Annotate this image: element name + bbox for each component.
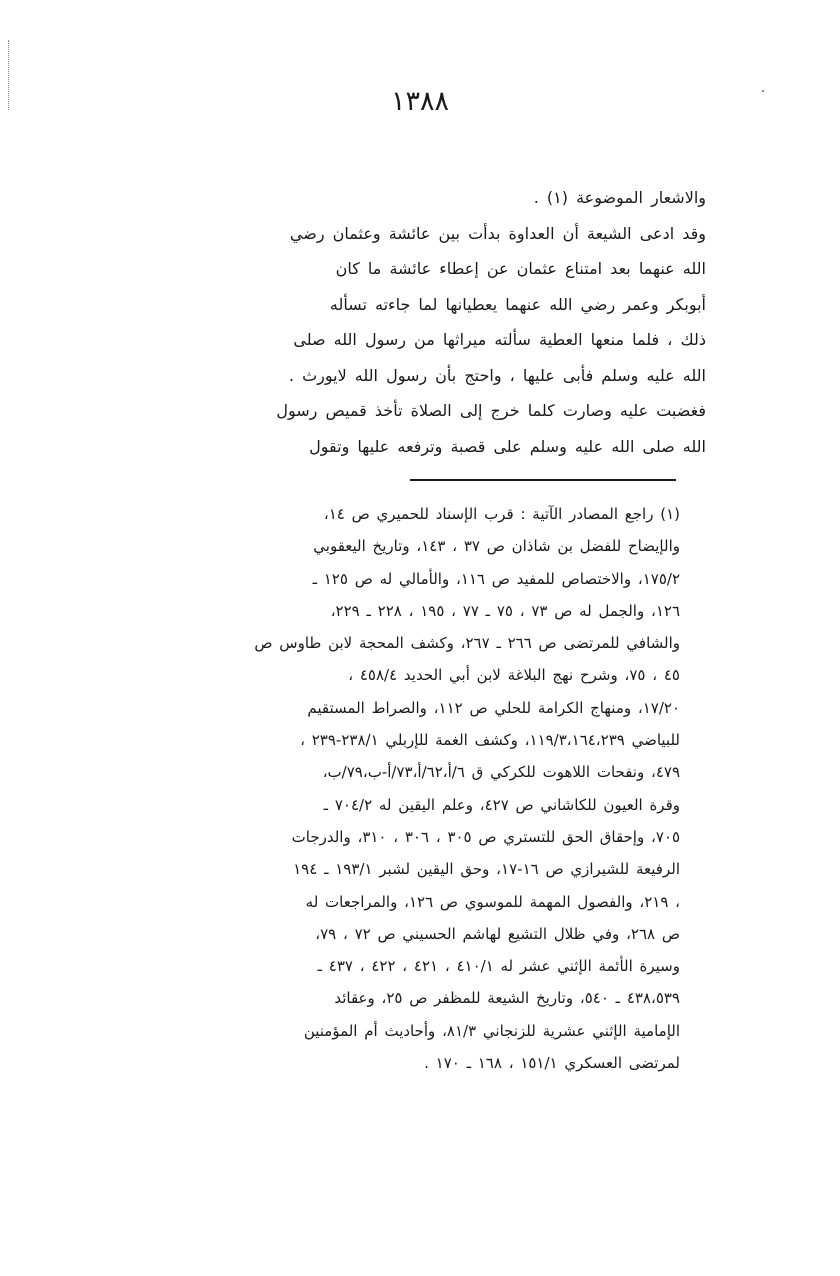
footnote-line: للبياضي ١١٩/٣،١٦٤،٢٣٩، وكشف الغمة للإربلي ٢٣٨/١-٢٣٩ ، (300, 731, 680, 750)
footnote-line: ٤٣٨،٥٣٩ ـ ٥٤٠، وتاريخ الشيعة للمظفر ص ٢٥، وعقائد (334, 989, 680, 1008)
footnote-line: ١٧٥/٢، والاختصاص للمفيد ص ١١٦، والأمالي له ص ١٢٥ ـ (312, 569, 680, 588)
footnote-line: لمرتضى العسكري ١٥١/١ ، ١٦٨ ـ ١٧٠ . (424, 1054, 680, 1073)
footnote-line: الرفيعة للشيرازي ص ١٦-١٧، وحق اليقين لشبر ١٩٣/١ ـ ١٩٤ (293, 860, 680, 879)
text-line: أبوبكر وعمر رضي الله عنهما يعطيانها لما جاءته تسأله (329, 294, 706, 314)
footnote-line: ، ٢١٩، والفصول المهمة للموسوي ص ١٢٦، والمراجعات له (305, 892, 680, 911)
footnote-line: ١٢٦، والجمل له ص ٧٣ ، ٧٥ ـ ٧٧ ، ١٩٥ ، ٢٢٨ ـ ٢٢٩، (330, 601, 680, 620)
text-line: ذلك ، فلما منعها العطية سألته ميراثها من رسول الله صلى (293, 330, 706, 349)
footnote-line: ٧٠٥، وإحقاق الحق للتستري ص ٣٠٥ ، ٣٠٦ ، ٣١٠، والدرجات (291, 827, 680, 846)
footnote-divider (410, 479, 676, 481)
footnote-line: وقرة العيون للكاشاني ص ٤٢٧، وعلم اليقين له ٧٠٤/٢ ـ (323, 795, 680, 814)
text-line: فغضبت عليه وصارت كلما خرج إلى الصلاة تأخذ قميص رسول (276, 401, 706, 420)
footnote-line: ٤٧٩، ونفحات اللاهوت للكركي ق ٦/أ،٦٢/أ،٧٣/أ-ب،٧٩/ب، (322, 763, 680, 782)
page-number: ١٣٨٨ (390, 86, 449, 117)
text-line: وقد ادعى الشيعة أن العداوة بدأت بين عائشة وعثمان رضي (289, 223, 706, 243)
text-line: الله عليه وسلم فأبى عليها ، واحتج بأن رسول الله لايورث . (288, 365, 706, 385)
footnote (96, 498, 680, 1079)
footnote-line: الإمامية الإثني عشرية للزنجاني ٨١/٣، وأحاديث أم المؤمنين (303, 1021, 680, 1040)
footnote-line: ١٧/٢٠، ومنهاج الكرامة للحلي ص ١١٢، والصراط المستقيم (307, 698, 680, 717)
text-line: الله عنهما بعد امتناع عثمان عن إعطاء عائشة ما كان (335, 259, 706, 278)
footnote-line: ص ٢٦٨، وفي ظلال التشيع لهاشم الحسيني ص ٧٢ ، ٧٩، (315, 924, 680, 943)
footnote-line: والإيضاح للفضل بن شاذان ص ٣٧ ، ١٤٣، وتاريخ اليعقوبي (313, 537, 680, 556)
text-line: الله صلى الله عليه وسلم على قصبة وترفعه عليها وتقول (309, 436, 706, 456)
main-text (96, 180, 706, 464)
footnote-line: والشافي للمرتضى ص ٢٦٦ ـ ٢٦٧، وكشف المحجة لابن طاوس ص (254, 634, 680, 653)
footnote-line: وسيرة الأئمة الإثني عشر له ٤١٠/١ ، ٤٢١ ، ٤٢٢ ، ٤٣٧ ـ (317, 957, 680, 976)
text-line: والاشعار الموضوعة (١) . (533, 188, 706, 207)
footnote-line: (١) راجع المصادر الآتية : قرب الإسناد للحميري ص ١٤، (323, 505, 680, 523)
footnote-line: ٤٥ ، ٧٥، وشرح نهج البلاغة لابن أبي الحديد ٤٥٨/٤ ، (348, 666, 680, 685)
